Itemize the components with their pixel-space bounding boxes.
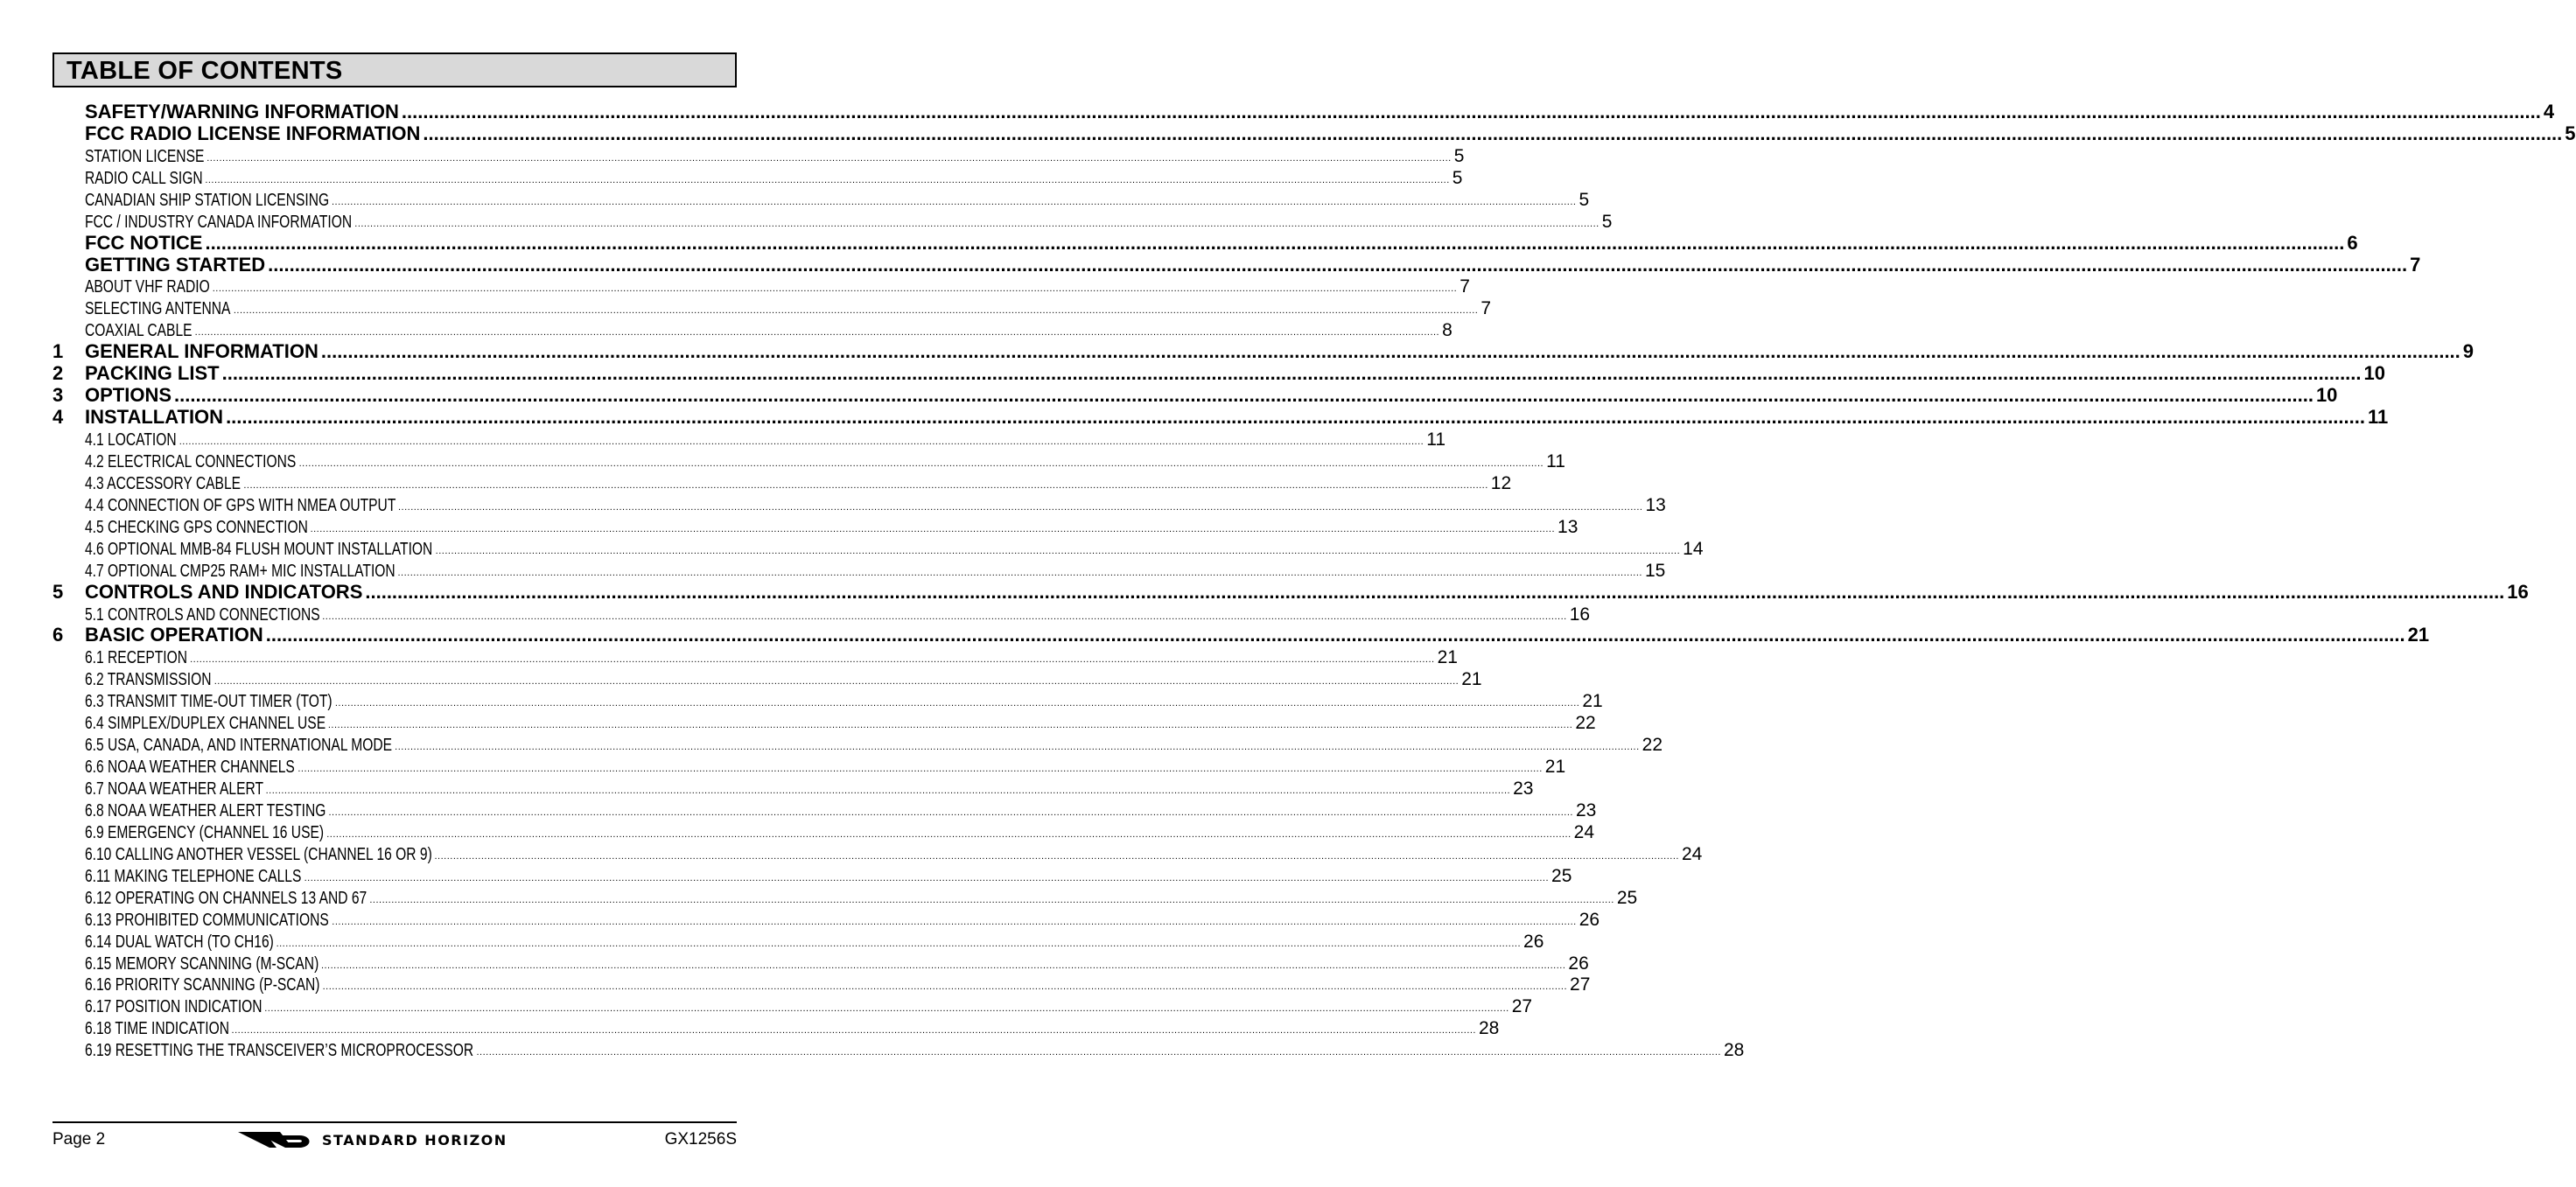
toc-entry-label: COAXIAL CABLE xyxy=(85,321,192,341)
toc-entry-label: 6.3 TRANSMIT TIME-OUT TIMER (TOT) xyxy=(85,692,332,712)
page-title: TABLE OF CONTENTS xyxy=(66,57,343,85)
toc-entry-label: FCC RADIO LICENSE INFORMATION xyxy=(85,122,421,144)
toc-leader-dots: ................................................................................................................................................................................................................................................................................................................................................................................................................ xyxy=(310,523,1556,534)
toc-entry-label: INSTALLATION xyxy=(85,406,224,429)
toc-entry-label: ABOUT VHF RADIO xyxy=(85,277,210,297)
toc-leader-dots: ................................................................................................................................................................................................................................................................................................................................................................................................................ xyxy=(397,501,1643,513)
toc-leader-dots: ................................................................................................................................................................................................................................................................................................................................................................................................................ xyxy=(401,100,2541,122)
toc-entry-sub xyxy=(52,297,1491,319)
toc-leader-dots: ................................................................................................................................................................................................................................................................................................................................................................................................................ xyxy=(190,654,1435,666)
toc-leader-dots: ................................................................................................................................................................................................................................................................................................................................................................................................................ xyxy=(365,580,2505,603)
toc-entry-label: GENERAL INFORMATION xyxy=(85,340,318,363)
toc-leader-dots: ................................................................................................................................................................................................................................................................................................................................................................................................................ xyxy=(226,406,2365,429)
toc-entry-page: 26 xyxy=(1578,909,1600,930)
toc-entry-number: 4 xyxy=(52,406,64,429)
toc-entry-sub xyxy=(52,144,1465,166)
toc-entry-label: GETTING STARTED xyxy=(85,253,266,276)
toc-leader-dots: ................................................................................................................................................................................................................................................................................................................................................................................................................ xyxy=(331,196,1577,207)
toc-leader-dots: ................................................................................................................................................................................................................................................................................................................................................................................................................ xyxy=(334,698,1580,709)
toc-leader-dots: ................................................................................................................................................................................................................................................................................................................................................................................................................ xyxy=(212,283,1458,295)
toc-entry-label: 6.10 CALLING ANOTHER VESSEL (CHANNEL 16 OR 9) xyxy=(85,844,432,864)
toc-entry-label: CONTROLS AND INDICATORS xyxy=(85,580,363,603)
toc-entry-label: 6.11 MAKING TELEPHONE CALLS xyxy=(85,866,302,886)
toc-entry-page: 26 xyxy=(1568,953,1589,974)
toc-leader-dots: ................................................................................................................................................................................................................................................................................................................................................................................................................ xyxy=(231,1025,1476,1037)
toc-entry-sub xyxy=(52,974,1591,995)
toc-entry-label: 6.5 USA, CANADA, AND INTERNATIONAL MODE xyxy=(85,736,393,756)
toc-entry-label: 6.8 NOAA WEATHER ALERT TESTING xyxy=(85,800,326,820)
footer-divider xyxy=(52,1121,737,1123)
toc-entry-page: 5 xyxy=(1452,167,1463,188)
toc-entry-label: 6.4 SIMPLEX/DUPLEX CHANNEL USE xyxy=(85,714,326,734)
toc-entry-sub xyxy=(52,188,1590,210)
toc-entry-label: 6.15 MEMORY SCANNING (M-SCAN) xyxy=(85,953,319,974)
toc-entry-page: 28 xyxy=(1479,1018,1500,1039)
brand-name: STANDARD HORIZON xyxy=(322,1132,508,1149)
toc-leader-dots: ................................................................................................................................................................................................................................................................................................................................................................................................................ xyxy=(397,567,1642,578)
toc-entry-sub xyxy=(52,886,1638,908)
toc-entry-page: 14 xyxy=(1683,538,1704,559)
toc-leader-dots: ................................................................................................................................................................................................................................................................................................................................................................................................................ xyxy=(304,872,1550,883)
toc-entry-page: 22 xyxy=(1642,735,1662,756)
toc-entry-label: RADIO CALL SIGN xyxy=(85,168,203,188)
toc-entry-label: STATION LICENSE xyxy=(85,146,205,166)
toc-entry-page: 21 xyxy=(1544,757,1566,778)
toc-entry-sub xyxy=(52,471,1512,493)
toc-entry-sub xyxy=(52,537,1704,559)
toc-entry-sub xyxy=(52,952,1589,974)
toc-entry-page: 11 xyxy=(1546,450,1565,471)
toc-leader-dots: ................................................................................................................................................................................................................................................................................................................................................................................................................ xyxy=(205,174,1450,185)
toc-entry-sub xyxy=(52,777,1534,799)
toc-entry-label: 6.16 PRIORITY SCANNING (P-SCAN) xyxy=(85,975,320,995)
toc-entry-sub xyxy=(52,276,1470,297)
toc-entry-page: 7 xyxy=(2410,253,2421,276)
brand-mark-icon xyxy=(238,1128,317,1153)
toc-entry-page: 22 xyxy=(1575,713,1596,734)
toc-leader-dots: ................................................................................................................................................................................................................................................................................................................................................................................................................ xyxy=(264,1003,1509,1015)
toc-entry-page: 5 xyxy=(1601,211,1613,232)
toc-entry-sub xyxy=(52,733,1662,756)
toc-entry-page: 11 xyxy=(1426,429,1446,450)
toc-entry-main xyxy=(52,100,2555,122)
toc-entry-main xyxy=(52,253,2421,276)
toc-entry-page: 23 xyxy=(1575,799,1597,820)
toc-entry-sub xyxy=(52,428,1446,450)
toc-leader-dots: ................................................................................................................................................................................................................................................................................................................................................................................................................ xyxy=(322,981,1568,993)
toc-entry-page: 24 xyxy=(1573,821,1595,842)
toc-entry-page: 5 xyxy=(1453,145,1465,166)
toc-entry-main xyxy=(52,580,2529,603)
toc-entry-label: 4.1 LOCATION xyxy=(85,430,177,450)
toc-entry-sub xyxy=(52,646,1458,668)
toc-leader-dots: ................................................................................................................................................................................................................................................................................................................................................................................................................ xyxy=(369,894,1614,905)
toc-leader-dots: ................................................................................................................................................................................................................................................................................................................................................................................................................ xyxy=(327,720,1573,731)
toc-entry-page: 27 xyxy=(1511,996,1533,1017)
toc-entry-label: OPTIONS xyxy=(85,384,172,407)
toc-entry-label: 4.6 OPTIONAL MMB-84 FLUSH MOUNT INSTALLATION xyxy=(85,539,433,559)
toc-entry-number: 1 xyxy=(52,340,64,363)
toc-leader-dots: ................................................................................................................................................................................................................................................................................................................................................................................................................ xyxy=(233,305,1479,317)
toc-leader-dots: ................................................................................................................................................................................................................................................................................................................................................................................................................ xyxy=(243,479,1488,491)
toc-entry-page: 24 xyxy=(1681,843,1703,864)
toc-leader-dots: ................................................................................................................................................................................................................................................................................................................................................................................................................ xyxy=(205,231,2345,254)
toc-entry-page: 9 xyxy=(2462,340,2474,363)
toc-entry-label: PACKING LIST xyxy=(85,362,220,385)
toc-entry-label: 6.2 TRANSMISSION xyxy=(85,670,212,690)
toc-entry-sub xyxy=(52,842,1703,864)
toc-entry-sub xyxy=(52,210,1613,232)
toc-entry-sub xyxy=(52,689,1603,712)
toc-entry-main xyxy=(52,362,2385,385)
toc-entry-number: 5 xyxy=(52,580,64,603)
toc-entry-sub xyxy=(52,908,1600,930)
toc-leader-dots: ................................................................................................................................................................................................................................................................................................................................................................................................................ xyxy=(354,218,1600,229)
toc-entry-label: SELECTING ANTENNA xyxy=(85,299,231,319)
toc-leader-dots: ................................................................................................................................................................................................................................................................................................................................................................................................................ xyxy=(221,362,2362,385)
toc-entry-label: SAFETY/WARNING INFORMATION xyxy=(85,100,399,122)
toc-leader-dots: ................................................................................................................................................................................................................................................................................................................................................................................................................ xyxy=(214,676,1460,688)
toc-entry-sub xyxy=(52,799,1597,820)
toc-leader-dots: ................................................................................................................................................................................................................................................................................................................................................................................................................ xyxy=(435,545,1681,556)
toc-leader-dots: ................................................................................................................................................................................................................................................................................................................................................................................................................ xyxy=(298,764,1543,775)
toc-entry-sub xyxy=(52,450,1565,471)
toc-entry-main xyxy=(52,231,2358,254)
toc-entry-page: 10 xyxy=(2363,362,2385,385)
toc-entry-label: 4.3 ACCESSORY CABLE xyxy=(85,473,242,493)
toc-entry-page: 21 xyxy=(2407,624,2430,646)
toc-entry-page: 7 xyxy=(1480,298,1491,319)
toc-title-box xyxy=(52,52,737,87)
toc-leader-dots: ................................................................................................................................................................................................................................................................................................................................................................................................................ xyxy=(276,938,1522,949)
toc-entry-sub xyxy=(52,493,1666,515)
toc-leader-dots: ................................................................................................................................................................................................................................................................................................................................................................................................................ xyxy=(332,916,1577,927)
toc-entry-label: 6.14 DUAL WATCH (TO CH16) xyxy=(85,932,274,952)
toc-leader-dots: ................................................................................................................................................................................................................................................................................................................................................................................................................ xyxy=(206,152,1452,164)
toc-entry-label: 6.1 RECEPTION xyxy=(85,648,188,668)
toc-entry-sub xyxy=(52,166,1463,188)
toc-leader-dots: ................................................................................................................................................................................................................................................................................................................................................................................................................ xyxy=(320,960,1566,971)
toc-entry-page: 8 xyxy=(1442,320,1452,341)
toc-leader-dots: ................................................................................................................................................................................................................................................................................................................................................................................................................ xyxy=(178,436,1424,447)
toc-entry-label: 6.7 NOAA WEATHER ALERT xyxy=(85,779,264,799)
toc-entry-label: 6.12 OPERATING ON CHANNELS 13 AND 67 xyxy=(85,888,368,908)
toc-entry-label: 6.9 EMERGENCY (CHANNEL 16 USE) xyxy=(85,822,325,842)
toc-entry-page: 21 xyxy=(1437,647,1458,668)
toc-leader-dots: ................................................................................................................................................................................................................................................................................................................................................................................................................ xyxy=(326,828,1572,840)
toc-entry-number: 2 xyxy=(52,362,64,385)
toc-entry-page: 26 xyxy=(1523,931,1544,952)
toc-leader-dots: ................................................................................................................................................................................................................................................................................................................................................................................................................ xyxy=(194,327,1440,339)
toc-entry-sub xyxy=(52,1016,1500,1039)
toc-leader-dots: ................................................................................................................................................................................................................................................................................................................................................................................................................ xyxy=(320,340,2460,363)
toc-entry-page: 21 xyxy=(1461,669,1482,690)
toc-leader-dots: ................................................................................................................................................................................................................................................................................................................................................................................................................ xyxy=(328,806,1573,818)
brand-logo xyxy=(238,1128,553,1153)
toc-entry-page: 6 xyxy=(2347,231,2358,254)
toc-leader-dots: ................................................................................................................................................................................................................................................................................................................................................................................................................ xyxy=(423,122,2563,144)
toc-entry-label: CANADIAN SHIP STATION LICENSING xyxy=(85,190,330,210)
toc-entry-page: 10 xyxy=(2315,384,2338,407)
toc-entry-page: 27 xyxy=(1570,974,1591,995)
toc-entry-sub xyxy=(52,864,1572,886)
toc-entry-page: 16 xyxy=(1569,604,1591,625)
toc-entry-page: 13 xyxy=(1645,494,1666,515)
toc-entry-sub xyxy=(52,1038,1745,1061)
toc-entry-main xyxy=(52,384,2338,407)
toc-entry-page: 12 xyxy=(1490,472,1512,493)
toc-entry-sub xyxy=(52,755,1566,778)
toc-leader-dots: ................................................................................................................................................................................................................................................................................................................................................................................................................ xyxy=(434,850,1679,862)
toc-entry-label: BASIC OPERATION xyxy=(85,624,263,646)
toc-entry-page: 11 xyxy=(2367,406,2389,429)
toc-entry-sub xyxy=(52,667,1482,690)
toc-entry-label: FCC NOTICE xyxy=(85,231,203,254)
toc-leader-dots: ................................................................................................................................................................................................................................................................................................................................................................................................................ xyxy=(395,742,1640,753)
toc-entry-label: 4.7 OPTIONAL CMP25 RAM+ MIC INSTALLATION xyxy=(85,561,396,581)
toc-entry-sub xyxy=(52,559,1666,581)
toc-entry-page: 7 xyxy=(1460,276,1470,297)
toc-entry-page: 4 xyxy=(2543,100,2555,122)
toc-entry-page: 16 xyxy=(2507,580,2529,603)
toc-entry-page: 25 xyxy=(1616,887,1638,908)
toc-leader-dots: ................................................................................................................................................................................................................................................................................................................................................................................................................ xyxy=(174,384,2314,407)
toc-entry-label: 4.4 CONNECTION OF GPS WITH NMEA OUTPUT xyxy=(85,495,396,515)
toc-entry-label: 5.1 CONTROLS AND CONNECTIONS xyxy=(85,604,320,625)
toc-leader-dots: ................................................................................................................................................................................................................................................................................................................................................................................................................ xyxy=(268,253,2408,276)
toc-leader-dots: ................................................................................................................................................................................................................................................................................................................................................................................................................ xyxy=(322,611,1567,622)
toc-entry-sub xyxy=(52,930,1544,952)
toc-entry-page: 5 xyxy=(1578,189,1590,210)
toc-entry-page: 13 xyxy=(1558,516,1578,537)
toc-entry-number: 3 xyxy=(52,384,64,407)
toc-entry-sub xyxy=(52,995,1533,1017)
toc-entry-label: 6.18 TIME INDICATION xyxy=(85,1019,229,1039)
footer-page-label: Page 2 xyxy=(52,1130,106,1149)
toc-entry-label: 4.5 CHECKING GPS CONNECTION xyxy=(85,517,308,537)
toc-entry-page: 21 xyxy=(1582,691,1603,712)
toc-entry-page: 15 xyxy=(1644,560,1666,581)
toc-leader-dots: ................................................................................................................................................................................................................................................................................................................................................................................................................ xyxy=(265,786,1511,796)
toc-entry-sub xyxy=(52,711,1596,734)
toc-entry-sub xyxy=(52,515,1578,537)
toc-entry-sub xyxy=(52,603,1591,625)
toc-entry-main xyxy=(52,122,2576,144)
toc-entry-label: 6.19 RESETTING THE TRANSCEIVER’S MICROPROCESSOR xyxy=(85,1041,474,1061)
toc-entry-label: 6.13 PROHIBITED COMMUNICATIONS xyxy=(85,910,329,930)
toc-entry-label: 4.2 ELECTRICAL CONNECTIONS xyxy=(85,451,297,471)
toc-entry-page: 23 xyxy=(1513,779,1534,799)
footer-model: GX1256S xyxy=(664,1130,737,1149)
toc-leader-dots: ................................................................................................................................................................................................................................................................................................................................................................................................................ xyxy=(476,1047,1721,1058)
toc-entry-label: 6.6 NOAA WEATHER CHANNELS xyxy=(85,758,295,778)
toc-entry-page: 5 xyxy=(2565,122,2576,144)
toc-entry-sub xyxy=(52,820,1595,842)
toc-list xyxy=(52,100,2576,1061)
toc-entry-main xyxy=(52,406,2389,429)
toc-leader-dots: ................................................................................................................................................................................................................................................................................................................................................................................................................ xyxy=(265,624,2405,646)
toc-entry-number: 6 xyxy=(52,624,64,646)
toc-entry-main xyxy=(52,340,2474,363)
toc-entry-label: FCC / INDUSTRY CANADA INFORMATION xyxy=(85,212,353,232)
toc-entry-label: 6.17 POSITION INDICATION xyxy=(85,997,262,1017)
toc-entry-page: 28 xyxy=(1723,1040,1745,1061)
toc-entry-sub xyxy=(52,318,1452,341)
toc-entry-page: 25 xyxy=(1551,865,1572,886)
toc-entry-main xyxy=(52,624,2430,646)
toc-leader-dots: ................................................................................................................................................................................................................................................................................................................................................................................................................ xyxy=(298,457,1544,469)
